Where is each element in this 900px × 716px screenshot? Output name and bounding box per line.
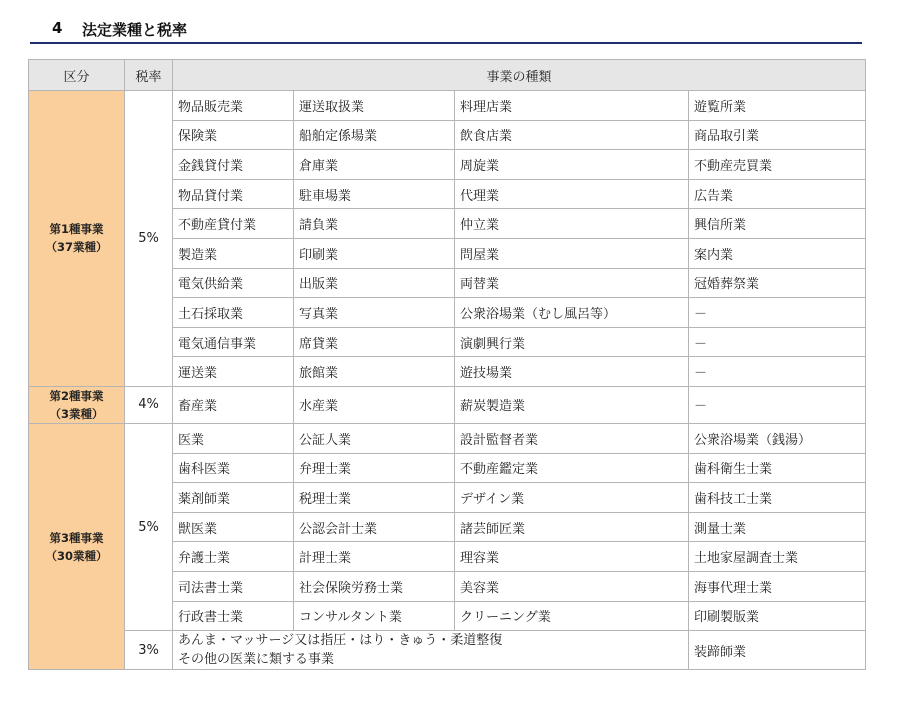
business-type-cell: 製造業: [173, 238, 294, 268]
table-header-row: [29, 60, 866, 91]
category-name: 第1種事業: [49, 222, 104, 237]
business-type-cell: コンサルタント業: [294, 601, 455, 631]
business-type-cell: 代理業: [455, 179, 689, 209]
business-type-cell: 歯科技工士業: [689, 483, 866, 513]
category-name: 第3種事業: [49, 530, 104, 545]
business-type-cell: 歯科衛生士業: [689, 453, 866, 483]
section-heading: [30, 8, 862, 44]
category-count: （3業種）: [49, 406, 104, 421]
business-type-cell: 運送業: [173, 357, 294, 387]
business-type-cell: 設計監督者業: [455, 423, 689, 453]
business-type-cell: 理容業: [455, 542, 689, 572]
business-type-cell: 両替業: [455, 268, 689, 298]
table-body: [29, 91, 866, 670]
business-type-cell: 公証人業: [294, 423, 455, 453]
business-type-cell: 不動産鑑定業: [455, 453, 689, 483]
business-type-cell: 弁護士業: [173, 542, 294, 572]
business-type-cell: 薪炭製造業: [455, 386, 689, 423]
business-type-cell: 仲立業: [455, 209, 689, 239]
table-row: [29, 423, 866, 453]
header-category: 区分: [29, 60, 125, 91]
merged-business-line: あんま・マッサージ又は指圧・はり・きゅう・柔道整復: [178, 633, 503, 649]
business-type-cell: 倉庫業: [294, 150, 455, 180]
table-row: [29, 91, 866, 121]
table-row: [29, 631, 866, 670]
business-type-cell: 印刷業: [294, 238, 455, 268]
business-type-cell: 電気供給業: [173, 268, 294, 298]
business-type-cell: 料理店業: [455, 91, 689, 121]
business-type-cell: 周旋業: [455, 150, 689, 180]
header-business: 事業の種類: [173, 60, 866, 91]
business-type-cell: 装蹄師業: [689, 631, 866, 670]
rate-cell: 5%: [125, 91, 173, 387]
business-type-cell: 印刷製版業: [689, 601, 866, 631]
rate-cell: 5%: [125, 423, 173, 630]
business-type-cell: 船舶定係場業: [294, 120, 455, 150]
category-cell: [29, 386, 125, 423]
section-title: 法定業種と税率: [82, 21, 188, 39]
business-type-cell: 遊覧所業: [689, 91, 866, 121]
business-type-cell: 社会保険労務士業: [294, 571, 455, 601]
business-type-cell: 不動産売買業: [689, 150, 866, 180]
business-type-cell: 美容業: [455, 571, 689, 601]
business-type-cell: 測量士業: [689, 512, 866, 542]
business-type-cell: －: [689, 386, 866, 423]
business-type-cell: 税理士業: [294, 483, 455, 513]
business-type-cell: 水産業: [294, 386, 455, 423]
business-type-cell: 電気通信事業: [173, 327, 294, 357]
business-type-cell: 公認会計士業: [294, 512, 455, 542]
category-cell: [29, 423, 125, 669]
section-number: 4: [52, 19, 63, 37]
business-type-cell: 医業: [173, 423, 294, 453]
business-type-cell: 土地家屋調査士業: [689, 542, 866, 572]
business-type-cell: クリーニング業: [455, 601, 689, 631]
business-type-cell: 司法書士業: [173, 571, 294, 601]
business-type-cell: 海事代理士業: [689, 571, 866, 601]
business-type-cell: 獣医業: [173, 512, 294, 542]
business-type-cell: 保険業: [173, 120, 294, 150]
business-type-cell: デザイン業: [455, 483, 689, 513]
category-count: （37業種）: [45, 240, 108, 255]
business-type-cell: 問屋業: [455, 238, 689, 268]
business-type-cell: 公衆浴場業（むし風呂等）: [455, 298, 689, 328]
header-rate: 税率: [125, 60, 173, 91]
business-type-cell: 行政書士業: [173, 601, 294, 631]
rate-cell: 4%: [125, 386, 173, 423]
business-type-cell: 歯科医業: [173, 453, 294, 483]
business-type-cell: －: [689, 327, 866, 357]
business-type-cell: 興信所業: [689, 209, 866, 239]
business-type-cell: 飲食店業: [455, 120, 689, 150]
business-type-cell: 駐車場業: [294, 179, 455, 209]
business-type-cell: 請負業: [294, 209, 455, 239]
business-type-cell: 土石採取業: [173, 298, 294, 328]
business-type-cell: 演劇興行業: [455, 327, 689, 357]
business-type-cell: －: [689, 298, 866, 328]
business-type-cell: －: [689, 357, 866, 387]
business-type-cell: 物品貸付業: [173, 179, 294, 209]
business-type-cell: 冠婚葬祭業: [689, 268, 866, 298]
merged-business-cell: [173, 631, 689, 670]
business-type-cell: 商品取引業: [689, 120, 866, 150]
business-type-cell: 案内業: [689, 238, 866, 268]
business-type-cell: 写真業: [294, 298, 455, 328]
business-type-cell: 畜産業: [173, 386, 294, 423]
business-type-cell: 遊技場業: [455, 357, 689, 387]
business-tax-rate-table: [28, 59, 866, 670]
business-type-cell: 旅館業: [294, 357, 455, 387]
business-type-cell: 広告業: [689, 179, 866, 209]
business-type-cell: 席貸業: [294, 327, 455, 357]
business-type-cell: 計理士業: [294, 542, 455, 572]
rate-cell: 3%: [125, 631, 173, 670]
business-type-cell: 弁理士業: [294, 453, 455, 483]
table-row: [29, 386, 866, 423]
merged-business-line: その他の医業に類する事業: [178, 652, 335, 668]
business-type-cell: 運送取扱業: [294, 91, 455, 121]
category-cell: [29, 91, 125, 387]
category-name: 第2種事業: [49, 388, 104, 403]
business-type-cell: 物品販売業: [173, 91, 294, 121]
business-type-cell: 諸芸師匠業: [455, 512, 689, 542]
category-count: （30業種）: [45, 548, 108, 563]
business-type-cell: 薬剤師業: [173, 483, 294, 513]
business-type-cell: 出版業: [294, 268, 455, 298]
business-type-cell: 金銭貸付業: [173, 150, 294, 180]
business-type-cell: 不動産貸付業: [173, 209, 294, 239]
business-type-cell: 公衆浴場業（銭湯）: [689, 423, 866, 453]
